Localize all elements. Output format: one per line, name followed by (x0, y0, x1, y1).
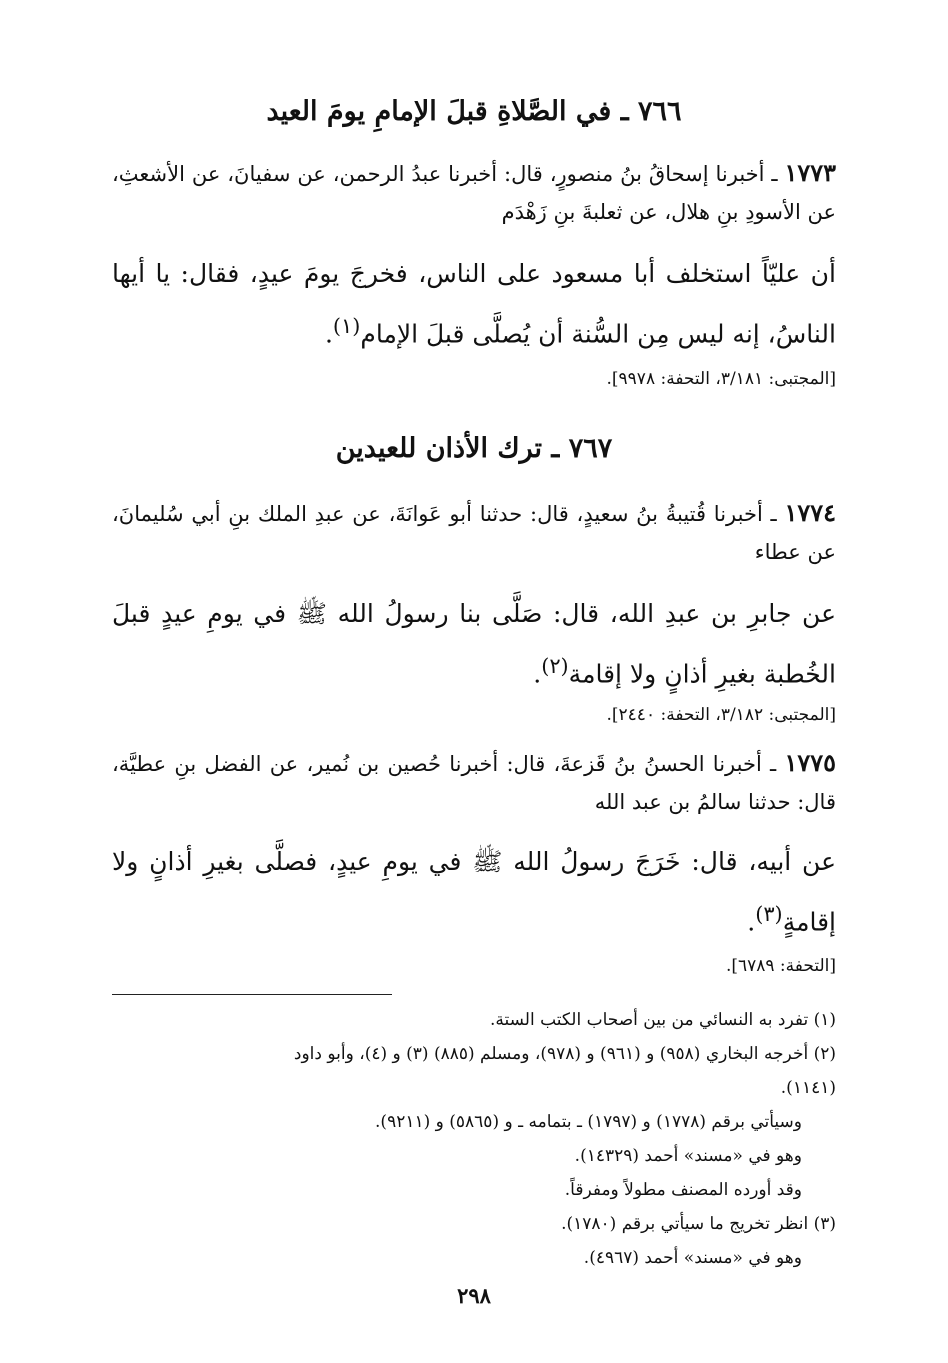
footnote-line: وهو في «مسند» أحمد (٤٩٦٧). (583, 1248, 802, 1268)
footnote-line: وهو في «مسند» أحمد (١٤٣٢٩). (574, 1146, 802, 1166)
hadith-1775-reference: [التحفة: ٦٧٨٩]. (725, 956, 836, 976)
isnad-text: ـ أخبرنا الحسنُ بنُ قَزعةَ، قال: أخبرنا حُصين بن نُمير، عن الفضل بنِ عطيَّة، قال: حدثنا سالمُ بن عبد الله (112, 752, 836, 814)
hadith-1773-reference: [المجتبى: ٣/١٨١، التحفة: ٩٩٧٨]. (606, 369, 836, 389)
footnote-line: (٢) أخرجه البخاري (٩٥٨) و (٩٦١) و (٩٧٨)، ومسلم (٨٨٥) (٣) و (٤)، وأبو داود (293, 1044, 836, 1064)
footnote-line: وقد أورده المصنف مطولاً ومفرقاً. (564, 1180, 802, 1200)
page-number: ٢٩٨ (457, 1283, 491, 1308)
footnote-line: (١١٤١). (780, 1078, 836, 1098)
hadith-1775-matn (112, 836, 836, 948)
matn-end: . (533, 659, 542, 689)
matn-text: أن عليّاً استخلف أبا مسعود على الناس، فخرجَ يومَ عيدٍ، فقال: يا أيها الناسُ، إنه ليس مِن السُّنة أن يُصلَّى قبلَ الإمام (112, 259, 836, 349)
matn-end: . (324, 319, 333, 349)
matn-end: . (747, 907, 756, 937)
hadith-number: ١٧٧٣ (784, 158, 836, 187)
hadith-number: ١٧٧٥ (784, 748, 836, 777)
footnotes (112, 1003, 836, 1275)
footnote-marker: (٢) (541, 654, 569, 678)
hadith-1774-chain (112, 494, 836, 571)
footnote-marker: (٣) (755, 902, 783, 926)
footnote-separator (112, 994, 392, 995)
matn-text: عن أبيه، قال: خَرَجَ رسولُ الله ﷺ في يومِ عيدٍ، فصلَّى بغيرِ أذانٍ ولا إقامةٍ (112, 847, 836, 937)
section-heading-767: ٧٦٧ ـ ترك الأذان للعيدين (335, 433, 613, 464)
footnote-line: وسيأتي برقم (١٧٧٨) و (١٧٩٧) ـ بتمامه ـ و (٥٨٦٥) و (٩٢١١). (375, 1112, 802, 1132)
hadith-1775-chain (112, 744, 836, 821)
hadith-number: ١٧٧٤ (784, 498, 836, 527)
footnote-marker: (١) (332, 314, 361, 338)
book-page (112, 0, 836, 1363)
matn-text: عن جابرِ بن عبدِ الله، قال: صَلَّى بنا رسولُ الله ﷺ في يومِ عيدٍ قبلَ الخُطبة بغيرِ أذانٍ ولا إقامة (112, 599, 836, 689)
hadith-1773-chain (112, 154, 836, 231)
hadith-1773-matn (112, 248, 836, 360)
hadith-1774-matn (112, 588, 836, 700)
footnote-line: (٣) انظر تخريج ما سيأتي برقم (١٧٨٠). (561, 1214, 836, 1234)
section-heading-766: ٧٦٦ ـ في الصَّلاةِ قبلَ الإمامِ يومَ العيد (266, 96, 682, 127)
footnote-line: (١) تفرد به النسائي من بين أصحاب الكتب الستة. (489, 1010, 836, 1030)
isnad-text: ـ أخبرنا إسحاقُ بنُ منصورٍ، قال: أخبرنا عبدُ الرحمن، عن سفيانَ، عن الأشعثِ، عن الأسودِ بنِ هلال، عن ثعلبةَ بنِ زَهْدَم (112, 162, 836, 224)
isnad-text: ـ أخبرنا قُتيبةُ بنُ سعيدٍ، قال: حدثنا أبو عَوانَةَ، عن عبدِ الملك بنِ أبي سُليمانَ، عن عطاء (112, 502, 836, 564)
hadith-1774-reference: [المجتبى: ٣/١٨٢، التحفة: ٢٤٤٠]. (606, 705, 836, 725)
